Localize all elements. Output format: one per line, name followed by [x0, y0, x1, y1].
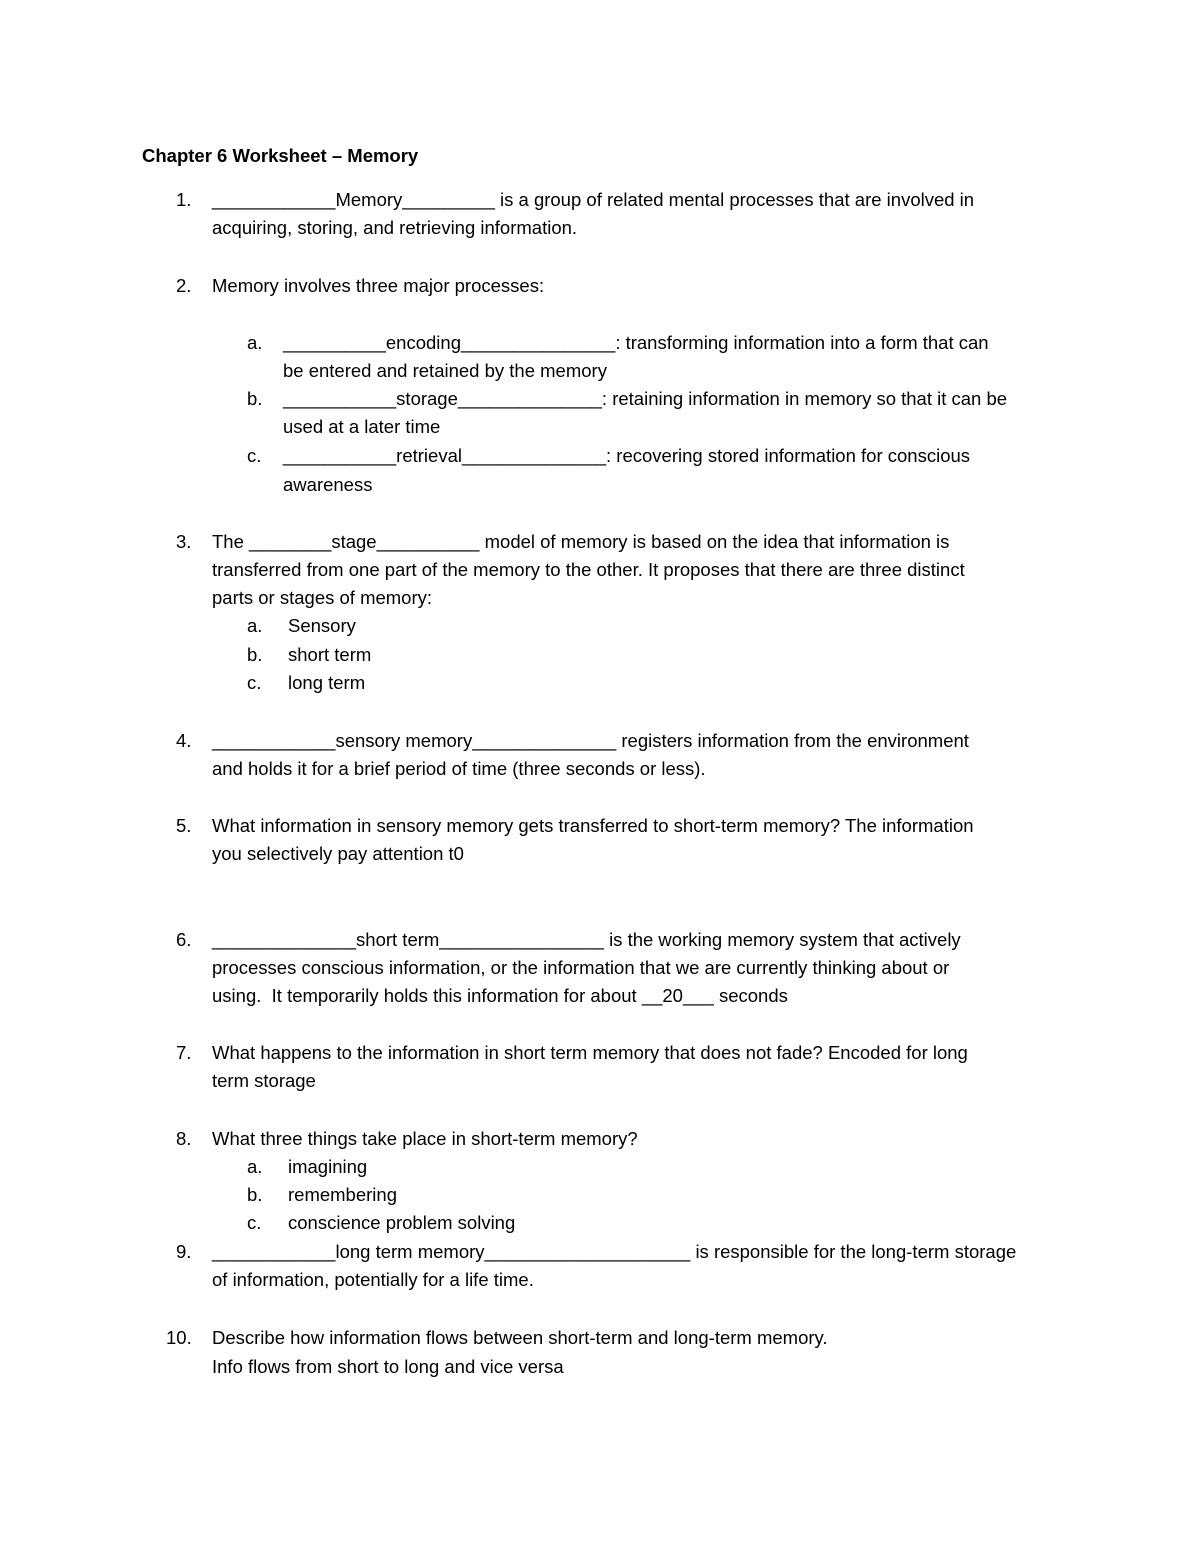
- sub-item-text: ___________retrieval______________: recovering stored information for conscious: [283, 445, 971, 466]
- item-text: acquiring, storing, and retrieving information.: [212, 217, 578, 238]
- sub-item-text: be entered and retained by the memory: [283, 360, 607, 381]
- item-number: 3.: [176, 531, 192, 552]
- item-text: and holds it for a brief period of time (three seconds or less).: [212, 758, 706, 779]
- item-number: 1.: [176, 189, 192, 210]
- item-text: ____________Memory_________ is a group of related mental processes that are involved in: [212, 189, 975, 210]
- sub-item-letter: a.: [247, 615, 263, 636]
- page-title: Chapter 6 Worksheet – Memory: [142, 145, 419, 166]
- item-text: parts or stages of memory:: [212, 587, 433, 608]
- sub-item-letter: a.: [247, 332, 263, 353]
- item-number: 9.: [176, 1241, 192, 1262]
- item-text: using. It temporarily holds this information for about __20___ seconds: [212, 985, 788, 1006]
- item-text: of information, potentially for a life time.: [212, 1269, 534, 1290]
- item-number: 5.: [176, 815, 192, 836]
- item-text: you selectively pay attention t0: [212, 843, 464, 864]
- item-number: 6.: [176, 929, 192, 950]
- item-text: What information in sensory memory gets transferred to short-term memory? The information: [212, 815, 974, 836]
- sub-item-letter: c.: [247, 1212, 262, 1233]
- item-number: 10.: [166, 1327, 192, 1348]
- sub-item-text: short term: [288, 644, 372, 665]
- sub-item-text: conscience problem solving: [288, 1212, 516, 1233]
- sub-item-letter: b.: [247, 644, 263, 665]
- sub-item-text: awareness: [283, 474, 373, 495]
- sub-item-text: Sensory: [288, 615, 356, 636]
- item-number: 2.: [176, 275, 192, 296]
- item-text: What happens to the information in short term memory that does not fade? Encoded for long: [212, 1042, 968, 1063]
- item-text: term storage: [212, 1070, 316, 1091]
- sub-item-letter: b.: [247, 1184, 263, 1205]
- sub-item-text: used at a later time: [283, 416, 441, 437]
- sub-item-letter: c.: [247, 445, 262, 466]
- item-number: 8.: [176, 1128, 192, 1149]
- sub-item-text: ___________storage______________: retaining information in memory so that it can be: [283, 388, 1008, 409]
- item-text: ____________sensory memory______________ registers information from the environment: [212, 730, 969, 751]
- item-text: The ________stage__________ model of memory is based on the idea that information is: [212, 531, 950, 552]
- item-answer: Info flows from short to long and vice versa: [212, 1356, 564, 1377]
- item-text: processes conscious information, or the information that we are currently thinking about or: [212, 957, 950, 978]
- sub-item-text: long term: [288, 672, 366, 693]
- sub-item-text: __________encoding_______________: transforming information into a form that can: [283, 332, 989, 353]
- item-text: transferred from one part of the memory to the other. It proposes that there are three distinct: [212, 559, 965, 580]
- item-text: ______________short term________________ is the working memory system that actively: [212, 929, 961, 950]
- item-number: 4.: [176, 730, 192, 751]
- sub-item-letter: a.: [247, 1156, 263, 1177]
- sub-item-text: imagining: [288, 1156, 368, 1177]
- item-text: ____________long term memory____________________ is responsible for the long-term storage: [212, 1241, 1017, 1262]
- item-number: 7.: [176, 1042, 192, 1063]
- item-text: Memory involves three major processes:: [212, 275, 545, 296]
- sub-item-text: remembering: [288, 1184, 397, 1205]
- item-text: What three things take place in short-term memory?: [212, 1128, 638, 1149]
- item-text: Describe how information flows between short-term and long-term memory.: [212, 1327, 828, 1348]
- sub-item-letter: c.: [247, 672, 262, 693]
- sub-item-letter: b.: [247, 388, 263, 409]
